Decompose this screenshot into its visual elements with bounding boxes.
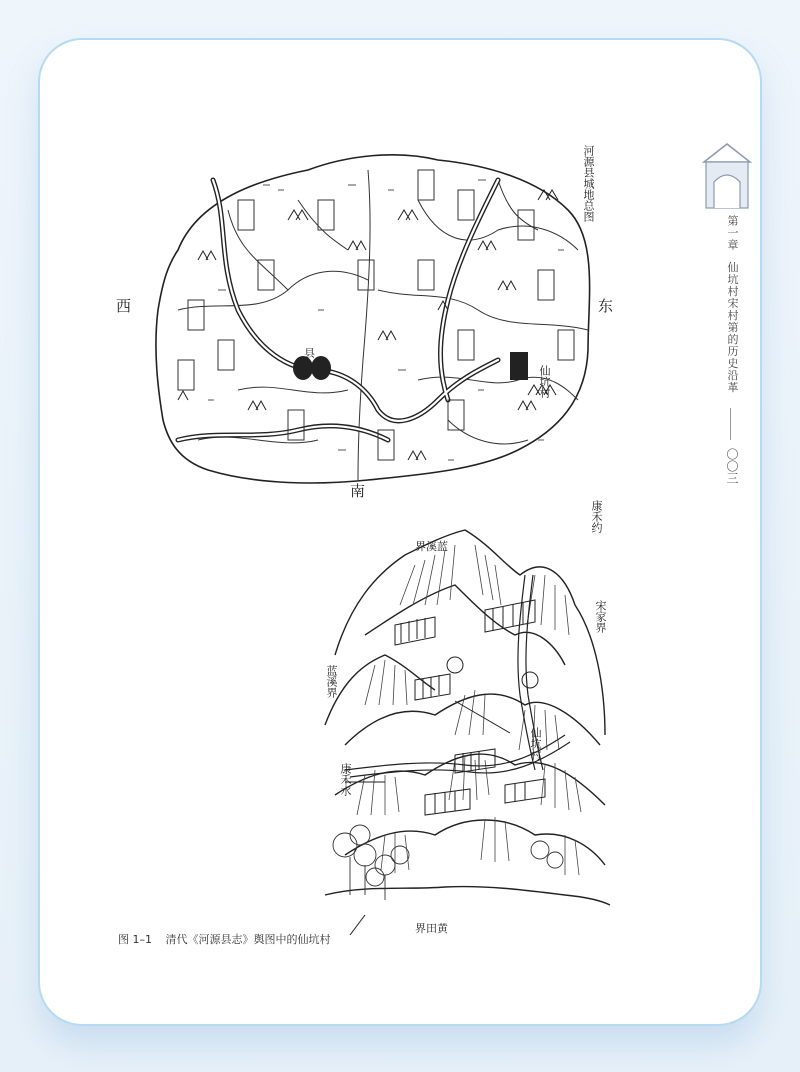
map-right-label: 宋家界 xyxy=(594,600,607,633)
map-corner-label: 康禾约 xyxy=(590,500,603,533)
direction-south: 南 xyxy=(350,482,366,500)
figure-caption xyxy=(118,931,331,947)
village-label-bottom: 仙坑村 xyxy=(529,727,542,760)
pavilion-icon xyxy=(700,140,754,210)
river-label: 康禾水 xyxy=(339,763,352,796)
village-map xyxy=(305,500,615,935)
village-label-top: 仙坑村 xyxy=(538,365,551,398)
county-label: 县 xyxy=(304,347,315,360)
chapter-title: 仙坑村宋村第的历史沿革 xyxy=(726,261,739,394)
figure-caption-text: 清代《河源县志》舆图中的仙坑村 xyxy=(165,933,331,946)
county-map xyxy=(118,140,618,500)
page-number: 〇〇三 xyxy=(725,448,739,484)
chapter-heading xyxy=(724,215,740,405)
map-bottom-label: 界田黄 xyxy=(415,922,448,935)
direction-west: 西 xyxy=(116,297,132,315)
chapter-divider xyxy=(730,408,731,440)
figure-number: 图 1–1 xyxy=(118,933,152,946)
map-left-label: 蓝溪界 xyxy=(325,665,338,698)
direction-east: 东 xyxy=(598,297,614,315)
map-top-label: 界溪蓝 xyxy=(415,540,448,553)
chapter-number: 第一章 xyxy=(726,215,739,251)
map-header-text: 河源县城地总图 xyxy=(582,145,595,222)
